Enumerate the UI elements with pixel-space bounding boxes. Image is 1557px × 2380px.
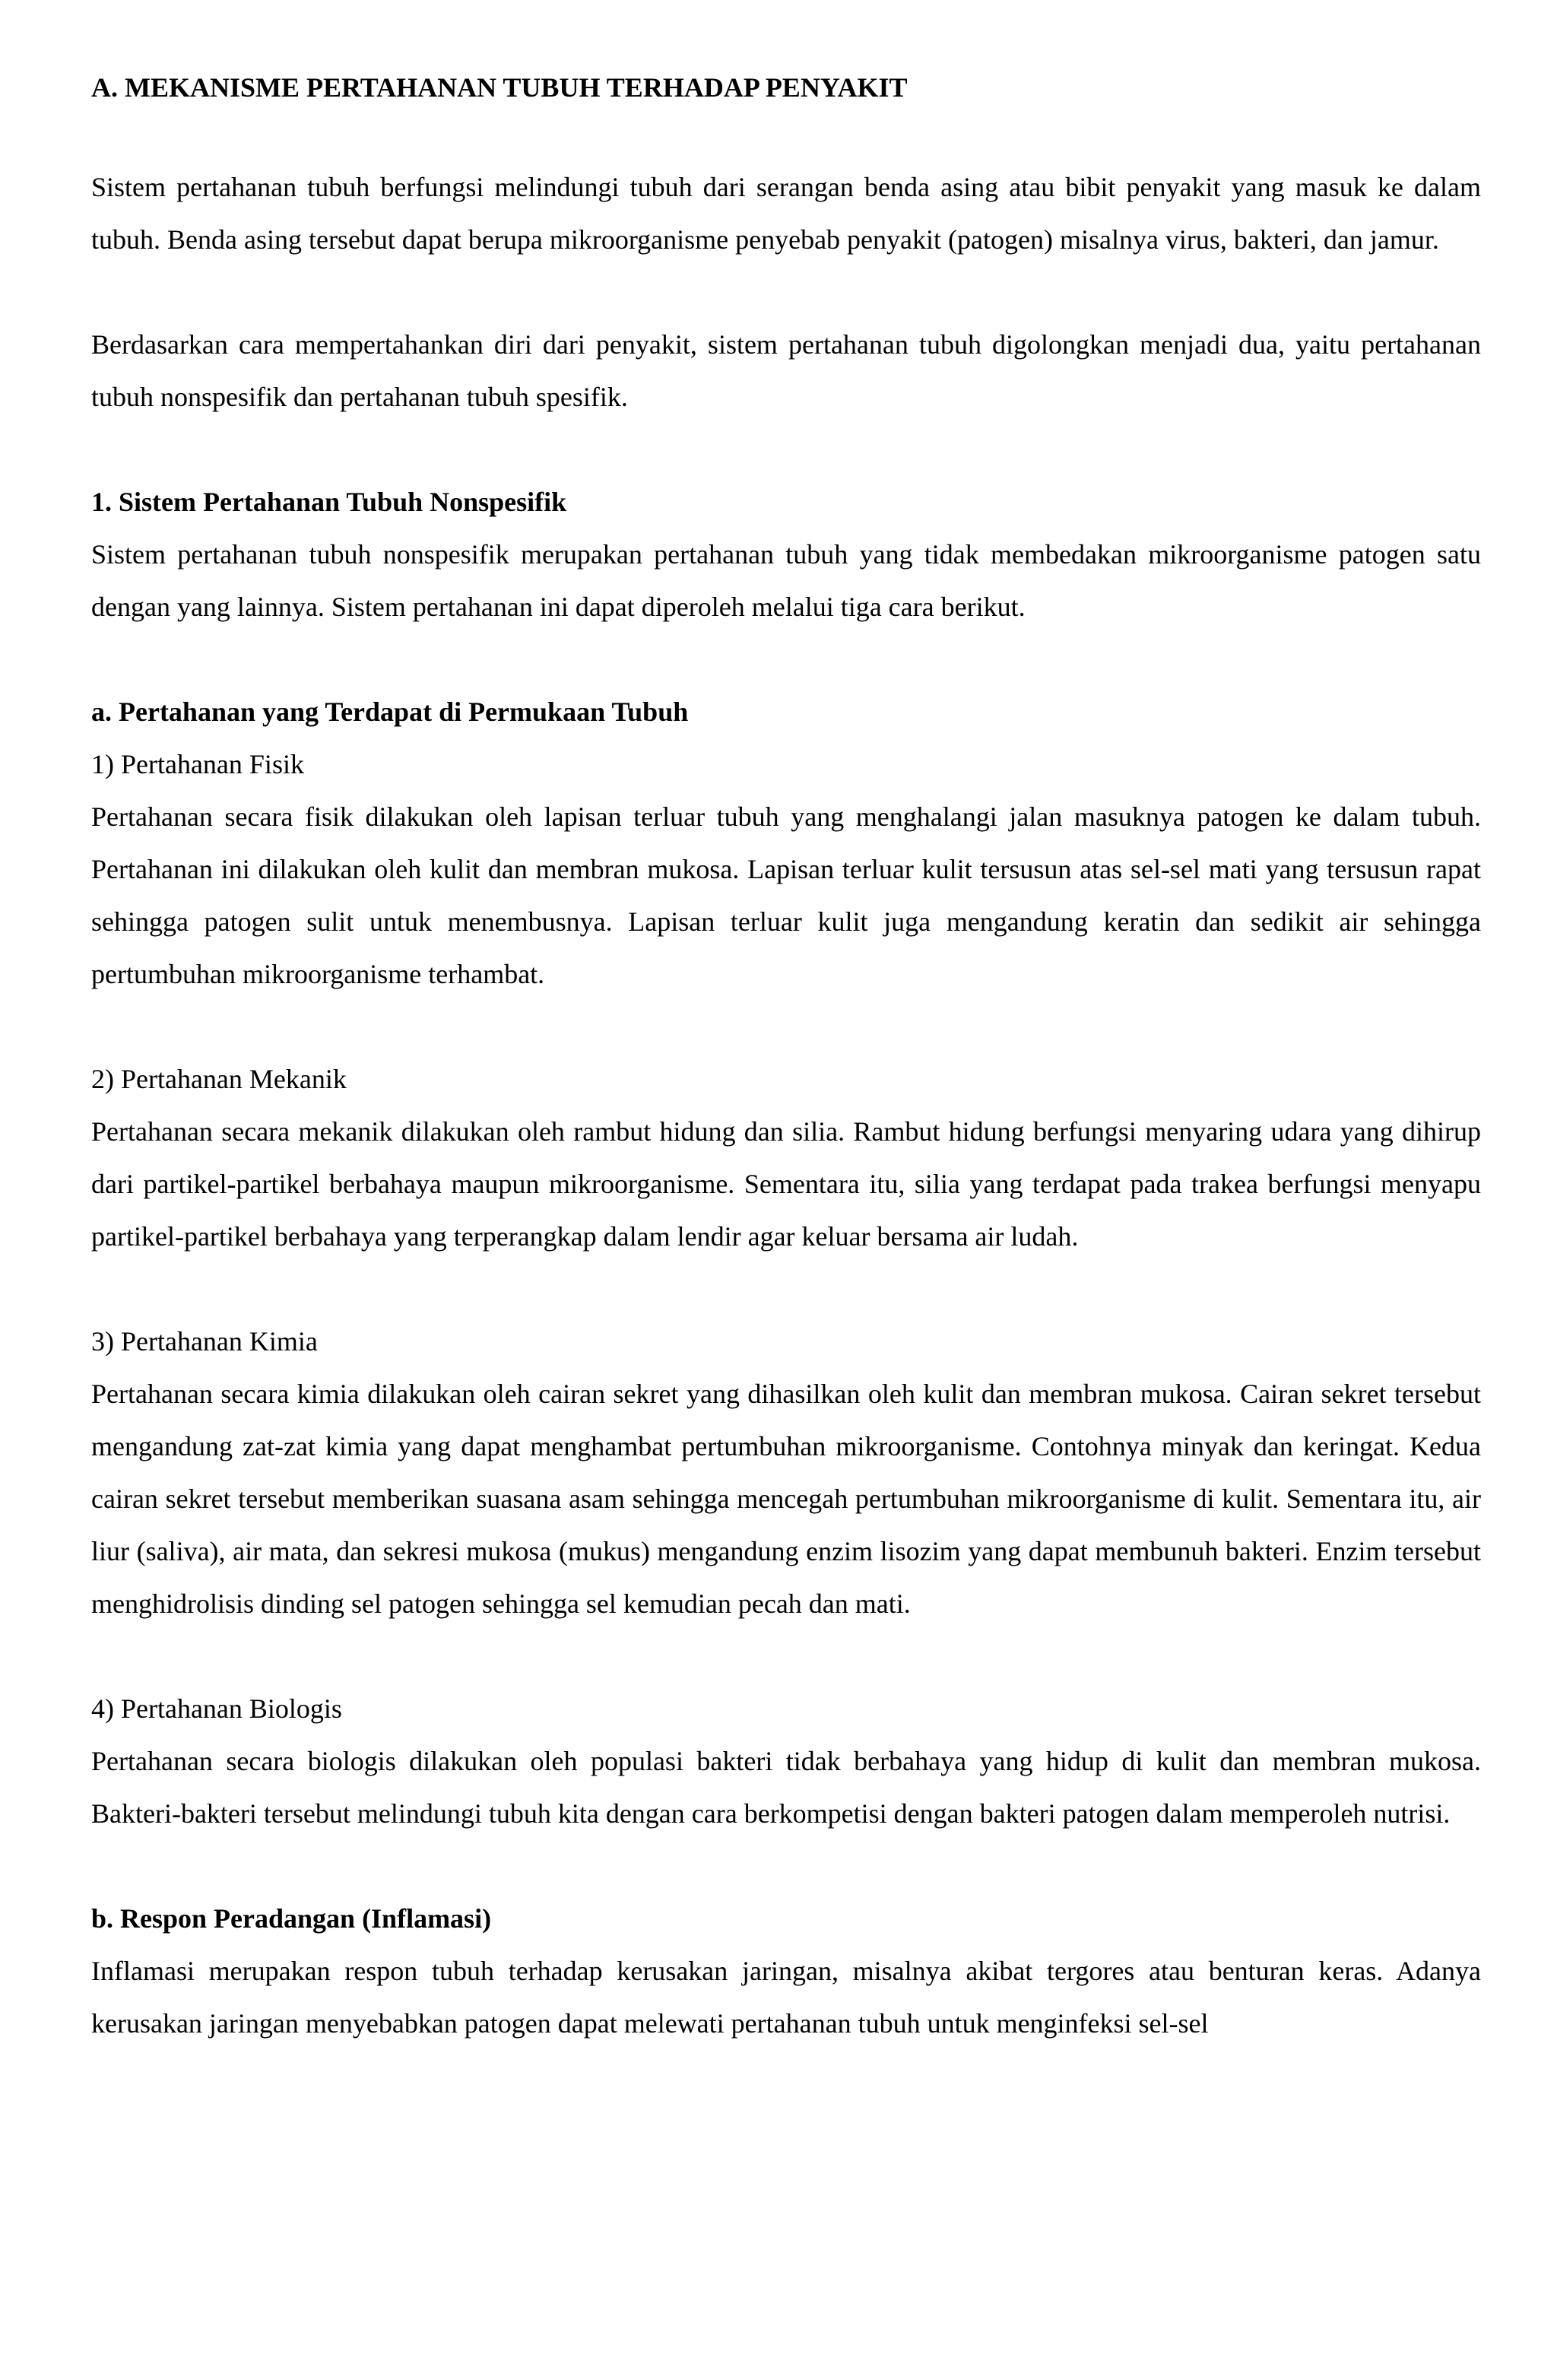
mekanik-paragraph: Pertahanan secara mekanik dilakukan oleh rambut hidung dan silia. Rambut hidung berfungsi menyaring udara yang dihirup dari partikel-partikel berbahaya maupun mikroorganisme. Sementara itu, silia yang terdapat pada trakea berfungsi menyapu partikel-partikel berbahaya yang terperangkap dalam lendir agar keluar bersama air ludah. — [91, 1116, 1481, 1252]
kimia-paragraph: Pertahanan secara kimia dilakukan oleh cairan sekret yang dihasilkan oleh kulit dan membran mukosa. Cairan sekret tersebut mengandung zat-zat kimia yang dapat menghambat pertumbuhan mikroorganisme. Contohnya minyak dan keringat. Kedua cairan sekret tersebut memberikan suasana asam sehingga mencegah pertumbuhan mikroorganisme di kulit. Sementara itu, air liur (saliva), air mata, dan sekresi mukosa (mukus) mengandung enzim lisozim yang dapat membunuh bakteri. Enzim tersebut menghidrolisis dinding sel patogen sehingga sel kemudian pecah dan mati. — [91, 1379, 1481, 1619]
kimia-label: 3) Pertahanan Kimia — [91, 1326, 318, 1357]
spacer — [91, 106, 1481, 161]
section-b-heading: b. Respon Peradangan (Inflamasi) — [91, 1903, 492, 1934]
section-a-heading: a. Pertahanan yang Terdapat di Permukaan Tubuh — [91, 697, 689, 727]
spacer — [91, 424, 1481, 476]
section-1-heading: 1. Sistem Pertahanan Tubuh Nonspesifik — [91, 487, 567, 517]
section-1-paragraph: Sistem pertahanan tubuh nonspesifik merupakan pertahanan tubuh yang tidak membedakan mikroorganisme patogen satu dengan yang lainnya. Sistem pertahanan ini dapat diperoleh melalui tiga cara berikut. — [91, 539, 1481, 622]
intro-paragraph-2: Berdasarkan cara mempertahankan diri dari penyakit, sistem pertahanan tubuh digolongkan menjadi dua, yaitu pertahanan tubuh nonspesifik dan pertahanan tubuh spesifik. — [91, 329, 1481, 412]
spacer — [91, 1263, 1481, 1315]
spacer — [91, 1630, 1481, 1683]
spacer — [91, 1840, 1481, 1893]
mekanik-label: 2) Pertahanan Mekanik — [91, 1064, 347, 1094]
intro-paragraph-1: Sistem pertahanan tubuh berfungsi melindungi tubuh dari serangan benda asing atau bibit penyakit yang masuk ke dalam tubuh. Benda asing tersebut dapat berupa mikroorganisme penyebab penyakit (patogen) misalnya virus, bakteri, dan jamur. — [91, 172, 1481, 255]
biologis-label: 4) Pertahanan Biologis — [91, 1693, 342, 1724]
document-title: A. MEKANISME PERTAHANAN TUBUH TERHADAP PENYAKIT — [91, 72, 908, 103]
fisik-paragraph: Pertahanan secara fisik dilakukan oleh lapisan terluar tubuh yang menghalangi jalan masuknya patogen ke dalam tubuh. Pertahanan ini dilakukan oleh kulit dan membran mukosa. Lapisan terluar kulit tersusun atas sel-sel mati yang tersusun rapat sehingga patogen sulit untuk menembusnya. Lapisan terluar kulit juga mengandung keratin dan sedikit air sehingga pertumbuhan mikroorganisme terhambat. — [91, 801, 1481, 989]
spacer — [91, 266, 1481, 319]
spacer — [91, 633, 1481, 686]
section-b-paragraph: Inflamasi merupakan respon tubuh terhadap kerusakan jaringan, misalnya akibat tergores atau benturan keras. Adanya kerusakan jaringan menyebabkan patogen dapat melewati pertahanan tubuh untuk menginfeksi sel-sel — [91, 1956, 1481, 2039]
biologis-paragraph: Pertahanan secara biologis dilakukan oleh populasi bakteri tidak berbahaya yang hidup di kulit dan membran mukosa. Bakteri-bakteri tersebut melindungi tubuh kita dengan cara berkompetisi dengan bakteri patogen dalam memperoleh nutrisi. — [91, 1746, 1481, 1829]
spacer — [91, 1001, 1481, 1053]
document-page — [91, 68, 1481, 2050]
fisik-label: 1) Pertahanan Fisik — [91, 749, 304, 779]
